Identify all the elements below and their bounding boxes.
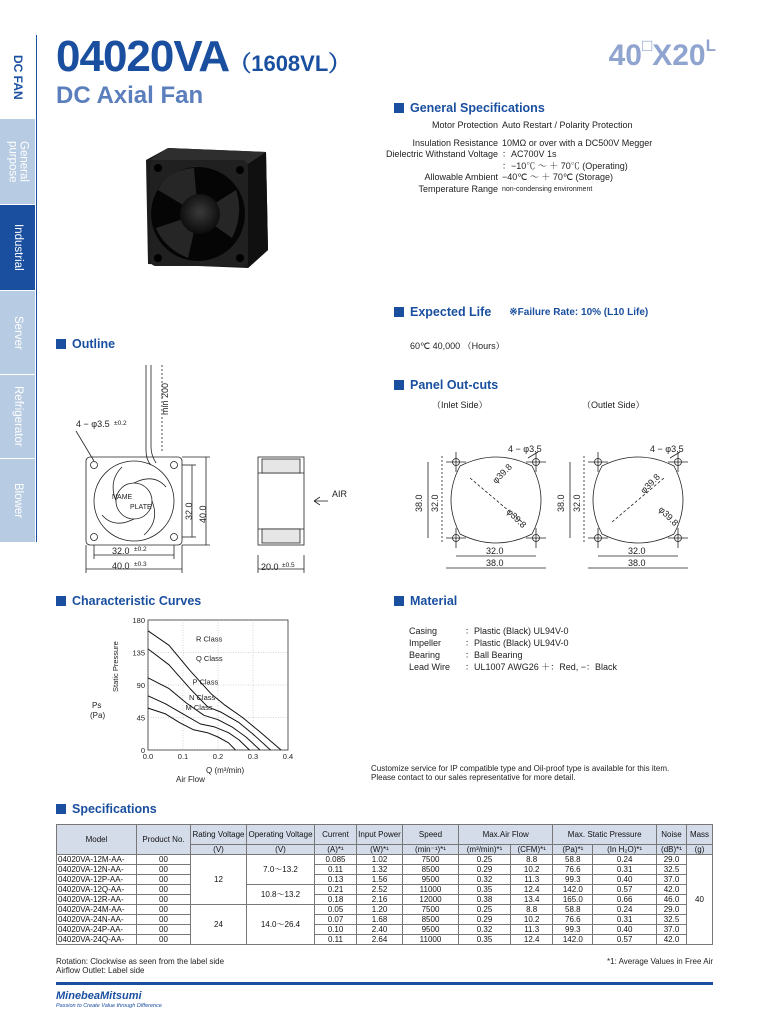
cell-pressure-inh2o: 0.66 bbox=[593, 895, 657, 905]
category-sidebar bbox=[0, 35, 37, 542]
cell-speed: 7500 bbox=[403, 855, 459, 865]
chart-x-tick-label: 0.0 bbox=[142, 752, 154, 761]
spec-key: Allowable Ambient bbox=[424, 172, 498, 182]
cell-speed: 8500 bbox=[403, 865, 459, 875]
cell-airflow-m3: 0.25 bbox=[459, 855, 511, 865]
spec-key: Motor Protection bbox=[431, 120, 498, 130]
material-value: ：Plastic (Black) UL94V-0 bbox=[465, 626, 569, 636]
spec-key: Temperature Range bbox=[418, 183, 498, 194]
material-key: Lead Wire bbox=[409, 662, 451, 672]
spec-value: ：AC700V 1s bbox=[502, 149, 557, 159]
cell-noise: 32.5 bbox=[657, 865, 687, 875]
outline-dim-32-vertical: 32.0 bbox=[184, 502, 194, 520]
cell-speed: 7500 bbox=[403, 905, 459, 915]
cell-model: 04020VA-12P-AA- bbox=[57, 875, 137, 885]
heading-text: General Specifications bbox=[410, 101, 545, 115]
model-title bbox=[56, 32, 350, 82]
cell-speed: 9500 bbox=[403, 925, 459, 935]
heading-text: Outline bbox=[72, 337, 116, 351]
cell-power: 1.68 bbox=[357, 915, 403, 925]
tab-label: DC FAN bbox=[11, 54, 25, 100]
cell-rating-12: 12 bbox=[191, 855, 247, 905]
chart-x-tick-label: 0.2 bbox=[212, 752, 224, 761]
company-tagline: Passion to Create Value through Difference bbox=[56, 1003, 162, 1009]
outlet-dim-38: 38.0 bbox=[628, 558, 646, 568]
cell-airflow-cfm: 11.3 bbox=[510, 875, 552, 885]
col-mass: Mass bbox=[687, 825, 713, 845]
table-row bbox=[57, 865, 713, 875]
cell-speed: 11000 bbox=[403, 935, 459, 945]
cell-power: 2.16 bbox=[357, 895, 403, 905]
cell-noise: 46.0 bbox=[657, 895, 687, 905]
cell-airflow-cfm: 8.8 bbox=[510, 855, 552, 865]
cell-current: 0.11 bbox=[315, 865, 357, 875]
characteristic-curves-chart bbox=[56, 610, 316, 790]
failure-rate-note: ※Failure Rate: 10% (L10 Life) bbox=[509, 306, 649, 318]
curve-label-2: Q Class bbox=[196, 653, 223, 663]
cell-product-no: 00 bbox=[137, 895, 191, 905]
average-values-note: *1: Average Values in Free Air bbox=[607, 957, 713, 966]
inlet-hole-label: 4 − φ3.5 bbox=[508, 444, 542, 454]
chart-x-tick-label: 0.1 bbox=[177, 752, 189, 761]
outlet-dim-32: 32.0 bbox=[628, 546, 646, 556]
material-row bbox=[409, 661, 617, 673]
table-row bbox=[57, 885, 713, 895]
cell-mass: 40 bbox=[687, 855, 713, 945]
outline-depth: 20.0 bbox=[261, 562, 279, 572]
cell-pressure-inh2o: 0.31 bbox=[593, 915, 657, 925]
col-product-no: Product No. bbox=[137, 825, 191, 855]
curve-label-5: M Class bbox=[185, 702, 213, 712]
general-specs-heading bbox=[394, 101, 545, 115]
cell-airflow-cfm: 8.8 bbox=[510, 905, 552, 915]
cell-model: 04020VA-24Q-AA- bbox=[57, 935, 137, 945]
cell-model: 04020VA-12N-AA- bbox=[57, 865, 137, 875]
cell-noise: 42.0 bbox=[657, 885, 687, 895]
heading-marker bbox=[394, 596, 404, 606]
cell-current: 0.085 bbox=[315, 855, 357, 865]
chart-x-tick-label: 0.3 bbox=[247, 752, 259, 761]
cell-pressure-pa: 99.3 bbox=[553, 875, 593, 885]
chart-x-axis-label-2: Air Flow bbox=[176, 775, 205, 784]
heading-marker bbox=[394, 103, 404, 113]
unit-current: (A)*¹ bbox=[315, 845, 357, 855]
heading-text: Material bbox=[410, 594, 458, 608]
outlet-side-label: （Outlet Side） bbox=[582, 400, 645, 410]
table-row bbox=[57, 915, 713, 925]
curve-line-5 bbox=[148, 708, 236, 750]
cell-pressure-inh2o: 0.57 bbox=[593, 885, 657, 895]
cell-operating-12b: 10.8～13.2 bbox=[247, 885, 315, 905]
col-model: Model bbox=[57, 825, 137, 855]
table-row bbox=[57, 855, 713, 865]
col-current: Current bbox=[315, 825, 357, 845]
chart-series bbox=[148, 631, 281, 750]
cell-airflow-m3: 0.32 bbox=[459, 925, 511, 935]
cell-product-no: 00 bbox=[137, 855, 191, 865]
table-body bbox=[57, 855, 713, 945]
heading-text: Panel Out-cuts bbox=[410, 378, 499, 392]
cell-current: 0.13 bbox=[315, 875, 357, 885]
spec-row bbox=[378, 184, 708, 196]
spec-value: −40℃ ～ ＋ 70℃ (Storage) bbox=[502, 172, 614, 182]
outline-dim-40-tol: ±0.3 bbox=[134, 561, 147, 568]
unit-pressure-inh2o: (In H₂O)*¹ bbox=[593, 845, 657, 855]
cell-airflow-cfm: 12.4 bbox=[510, 885, 552, 895]
tab-label: Server bbox=[12, 315, 24, 350]
cell-power: 1.20 bbox=[357, 905, 403, 915]
curve-label-1: R Class bbox=[196, 634, 223, 644]
col-max-air-flow: Max.Air Flow bbox=[459, 825, 553, 845]
outlet-diameter-label-2: φ39.8 bbox=[656, 504, 681, 528]
cell-pressure-inh2o: 0.57 bbox=[593, 935, 657, 945]
unit-mass: (g) bbox=[687, 845, 713, 855]
unit-pressure-pa: (Pa)*¹ bbox=[553, 845, 593, 855]
material-row bbox=[409, 637, 617, 649]
square-symbol: □ bbox=[641, 36, 653, 55]
cell-airflow-m3: 0.29 bbox=[459, 865, 511, 875]
cell-pressure-inh2o: 0.24 bbox=[593, 905, 657, 915]
cell-noise: 32.5 bbox=[657, 915, 687, 925]
unit-airflow-m3: (m³/min)*¹ bbox=[459, 845, 511, 855]
cell-pressure-inh2o: 0.31 bbox=[593, 865, 657, 875]
col-operating-voltage: Operating Voltage bbox=[247, 825, 315, 845]
chart-y-unit: (Pa) bbox=[90, 711, 106, 720]
curve-label-3: P Class bbox=[192, 677, 219, 687]
tab-industrial[interactable] bbox=[0, 205, 35, 291]
cell-model: 04020VA-24P-AA- bbox=[57, 925, 137, 935]
company-logo: MinebeaMitsumi bbox=[56, 990, 142, 1002]
outlet-dim-32-vertical: 32.0 bbox=[572, 494, 582, 512]
expected-life-heading bbox=[394, 305, 648, 319]
expected-life-value: 60℃ 40,000 （Hours） bbox=[410, 341, 505, 351]
inlet-dim-32-vertical: 32.0 bbox=[430, 494, 440, 512]
tab-label: Industrial bbox=[12, 224, 24, 271]
table-row bbox=[57, 925, 713, 935]
spec-row bbox=[378, 172, 708, 184]
chart-x-tick-label: 0.4 bbox=[282, 752, 294, 761]
cell-current: 0.05 bbox=[315, 905, 357, 915]
rotation-note: Rotation: Clockwise as seen from the label side bbox=[56, 957, 225, 966]
cell-power: 2.40 bbox=[357, 925, 403, 935]
spec-value: ：−10℃ ～ ＋ 70℃ (Operating) bbox=[502, 160, 628, 171]
material-key: Impeller bbox=[409, 638, 442, 648]
inlet-diameter-label-2: φ39.8 bbox=[504, 506, 529, 530]
cell-noise: 29.0 bbox=[657, 855, 687, 865]
cell-speed: 9500 bbox=[403, 875, 459, 885]
unit-power: (W)*¹ bbox=[357, 845, 403, 855]
chart-y-tick-label: 180 bbox=[132, 616, 145, 625]
tab-dc-fan[interactable] bbox=[0, 35, 35, 119]
outline-drawing bbox=[56, 355, 366, 580]
custom-service-note-2: Please contact to our sales representative for more detail. bbox=[371, 773, 576, 782]
outline-dim-40: 40.0 bbox=[112, 561, 130, 571]
chart-y-tick-label: 90 bbox=[136, 681, 145, 690]
fan-photo bbox=[128, 130, 278, 280]
cell-pressure-pa: 142.0 bbox=[553, 935, 593, 945]
unit-noise: (dB)*¹ bbox=[657, 845, 687, 855]
outline-hole-label: 4 − φ3.5 bbox=[76, 419, 110, 429]
nameplate-label-1: NAME bbox=[112, 494, 133, 501]
cell-power: 1.56 bbox=[357, 875, 403, 885]
cell-model: 04020VA-12Q-AA- bbox=[57, 885, 137, 895]
cell-model: 04020VA-12R-AA- bbox=[57, 895, 137, 905]
cell-product-no: 00 bbox=[137, 885, 191, 895]
cell-pressure-pa: 58.8 bbox=[553, 905, 593, 915]
cell-power: 2.64 bbox=[357, 935, 403, 945]
cell-speed: 8500 bbox=[403, 915, 459, 925]
cell-speed: 12000 bbox=[403, 895, 459, 905]
spec-key: Dielectric Withstand Voltage bbox=[385, 149, 498, 159]
material-value: ：Plastic (Black) UL94V-0 bbox=[465, 638, 569, 648]
outline-dim-32-tol: ±0.2 bbox=[134, 546, 147, 553]
material-heading bbox=[394, 594, 457, 608]
cell-airflow-cfm: 10.2 bbox=[510, 865, 552, 875]
table-row bbox=[57, 895, 713, 905]
footer-rule bbox=[56, 982, 713, 985]
inlet-dim-38: 38.0 bbox=[486, 558, 504, 568]
col-noise: Noise bbox=[657, 825, 687, 845]
cell-product-no: 00 bbox=[137, 935, 191, 945]
curves-heading bbox=[56, 594, 201, 608]
table-row bbox=[57, 935, 713, 945]
unit-operating: (V) bbox=[247, 845, 315, 855]
specifications-table bbox=[56, 824, 713, 945]
outline-dim-40-vertical: 40.0 bbox=[198, 505, 208, 523]
airflow-outlet-note: Airflow Outlet: Label side bbox=[56, 966, 145, 975]
material-value: ：Ball Bearing bbox=[465, 650, 523, 660]
col-input-power: Input Power bbox=[357, 825, 403, 845]
outlet-dim-38-vertical: 38.0 bbox=[556, 494, 566, 512]
tab-general-purpose[interactable] bbox=[0, 119, 35, 205]
heading-marker bbox=[394, 307, 404, 317]
cell-airflow-m3: 0.29 bbox=[459, 915, 511, 925]
cell-model: 04020VA-24M-AA- bbox=[57, 905, 137, 915]
cell-airflow-m3: 0.38 bbox=[459, 895, 511, 905]
spec-key: Insulation Resistance bbox=[412, 137, 498, 148]
cell-airflow-m3: 0.25 bbox=[459, 905, 511, 915]
outline-dim-32: 32.0 bbox=[112, 546, 130, 556]
spec-value: non-condensing environment bbox=[502, 185, 593, 193]
cell-pressure-pa: 58.8 bbox=[553, 855, 593, 865]
cell-pressure-pa: 76.6 bbox=[553, 865, 593, 875]
chart-y-symbol: Ps bbox=[92, 701, 102, 710]
material-value: ：UL1007 AWG26 ＋：Red, −：Black bbox=[465, 662, 617, 672]
material-key: Bearing bbox=[409, 650, 441, 660]
custom-service-note-1: Customize service for IP compatible type and Oil-proof type is available for this item. bbox=[371, 764, 670, 773]
unit-airflow-cfm: (CFM)*¹ bbox=[510, 845, 552, 855]
cell-current: 0.18 bbox=[315, 895, 357, 905]
cell-current: 0.07 bbox=[315, 915, 357, 925]
cell-power: 1.02 bbox=[357, 855, 403, 865]
table-header-row bbox=[57, 825, 713, 845]
spec-row bbox=[378, 138, 708, 150]
cell-product-no: 00 bbox=[137, 875, 191, 885]
curve-label-4: N Class bbox=[189, 692, 216, 702]
cell-current: 0.11 bbox=[315, 935, 357, 945]
material-row bbox=[409, 649, 617, 661]
chart-y-axis-label: Static Pressure bbox=[111, 641, 120, 692]
model-alt-number: （1608VL） bbox=[229, 51, 351, 76]
product-subtitle: DC Axial Fan bbox=[56, 82, 204, 109]
tab-label: Refrigerator bbox=[12, 386, 24, 447]
inlet-dim-38-vertical: 38.0 bbox=[414, 494, 424, 512]
spec-key bbox=[378, 161, 502, 173]
col-rating-voltage: Rating Voltage bbox=[191, 825, 247, 845]
cell-operating-12a: 7.0～13.2 bbox=[247, 855, 315, 885]
col-speed: Speed bbox=[403, 825, 459, 845]
size-depth: X20 bbox=[652, 39, 706, 72]
cell-noise: 29.0 bbox=[657, 905, 687, 915]
cell-pressure-pa: 165.0 bbox=[553, 895, 593, 905]
outlet-diameter-label: φ39.8 bbox=[638, 471, 662, 496]
cell-product-no: 00 bbox=[137, 915, 191, 925]
spec-row bbox=[378, 149, 708, 161]
outline-depth-tol: ±0.5 bbox=[282, 562, 295, 569]
chart-y-tick-label: 0 bbox=[140, 746, 145, 755]
chart-x-axis-label: Q (m³/min) bbox=[206, 766, 245, 775]
cell-current: 0.21 bbox=[315, 885, 357, 895]
tab-server[interactable] bbox=[0, 291, 35, 375]
panel-cutout-drawings bbox=[410, 438, 720, 578]
chart-y-tick-label: 135 bbox=[132, 648, 145, 658]
unit-speed: (min⁻¹)*¹ bbox=[403, 845, 459, 855]
cell-noise: 37.0 bbox=[657, 875, 687, 885]
tab-label: Blower bbox=[12, 482, 24, 519]
cell-airflow-m3: 0.35 bbox=[459, 935, 511, 945]
nameplate-label-2: PLATE bbox=[130, 504, 152, 511]
cell-power: 1.32 bbox=[357, 865, 403, 875]
heading-marker bbox=[56, 339, 66, 349]
heading-text: Characteristic Curves bbox=[72, 594, 202, 608]
specifications-heading bbox=[56, 802, 157, 816]
inlet-diameter-label: φ39.8 bbox=[490, 461, 514, 486]
cell-airflow-m3: 0.32 bbox=[459, 875, 511, 885]
cell-power: 2.52 bbox=[357, 885, 403, 895]
cell-noise: 42.0 bbox=[657, 935, 687, 945]
lead-length-label: min 200 bbox=[160, 382, 170, 415]
size-width: 40 bbox=[608, 39, 642, 72]
cell-operating-24: 14.0～26.4 bbox=[247, 905, 315, 945]
cell-pressure-pa: 142.0 bbox=[553, 885, 593, 895]
curve-line-1 bbox=[148, 631, 281, 750]
cell-current: 0.10 bbox=[315, 925, 357, 935]
spec-value: Auto Restart / Polarity Protection bbox=[502, 120, 633, 130]
air-direction-label: AIR bbox=[332, 489, 348, 499]
outline-heading bbox=[56, 337, 115, 351]
cell-pressure-pa: 76.6 bbox=[553, 915, 593, 925]
cell-noise: 37.0 bbox=[657, 925, 687, 935]
heading-marker bbox=[56, 596, 66, 606]
table-row bbox=[57, 875, 713, 885]
col-max-static-pressure: Max. Static Pressure bbox=[553, 825, 657, 845]
cell-speed: 11000 bbox=[403, 885, 459, 895]
cell-airflow-cfm: 13.4 bbox=[510, 895, 552, 905]
panel-cutouts-heading bbox=[394, 378, 498, 392]
outline-hole-tolerance: ±0.2 bbox=[114, 420, 127, 427]
cell-product-no: 00 bbox=[137, 905, 191, 915]
cell-pressure-inh2o: 0.40 bbox=[593, 925, 657, 935]
inlet-side-label: （Inlet Side） bbox=[432, 400, 488, 410]
cell-airflow-cfm: 11.3 bbox=[510, 925, 552, 935]
length-symbol: L bbox=[705, 36, 716, 55]
cell-product-no: 00 bbox=[137, 925, 191, 935]
chart-y-tick-label: 45 bbox=[136, 713, 145, 723]
heading-marker bbox=[56, 804, 66, 814]
cell-pressure-inh2o: 0.24 bbox=[593, 855, 657, 865]
heading-marker bbox=[394, 380, 404, 390]
outlet-hole-label: 4 − φ3.5 bbox=[650, 444, 684, 454]
spec-value: 10MΩ or over with a DC500V Megger bbox=[502, 137, 653, 148]
table-row bbox=[57, 905, 713, 915]
cell-model: 04020VA-24N-AA- bbox=[57, 915, 137, 925]
cell-pressure-pa: 99.3 bbox=[553, 925, 593, 935]
material-list bbox=[409, 625, 617, 673]
cell-airflow-cfm: 10.2 bbox=[510, 915, 552, 925]
size-badge bbox=[609, 36, 716, 73]
tab-refrigerator[interactable] bbox=[0, 375, 35, 459]
inlet-dim-32: 32.0 bbox=[486, 546, 504, 556]
material-row bbox=[409, 625, 617, 637]
general-specs-list bbox=[378, 120, 708, 195]
spec-row bbox=[378, 120, 708, 132]
cell-rating-24: 24 bbox=[191, 905, 247, 945]
spec-row bbox=[378, 161, 708, 173]
cell-model: 04020VA-12M-AA- bbox=[57, 855, 137, 865]
model-number: 04020VA bbox=[56, 32, 230, 81]
unit-rating: (V) bbox=[191, 845, 247, 855]
heading-text: Expected Life bbox=[410, 305, 492, 319]
cell-airflow-m3: 0.35 bbox=[459, 885, 511, 895]
tab-label: General purpose bbox=[6, 140, 30, 183]
material-key: Casing bbox=[409, 626, 438, 636]
cell-pressure-inh2o: 0.40 bbox=[593, 875, 657, 885]
cell-product-no: 00 bbox=[137, 865, 191, 875]
cell-airflow-cfm: 12.4 bbox=[510, 935, 552, 945]
tab-blower[interactable] bbox=[0, 459, 35, 542]
heading-text: Specifications bbox=[72, 802, 157, 816]
